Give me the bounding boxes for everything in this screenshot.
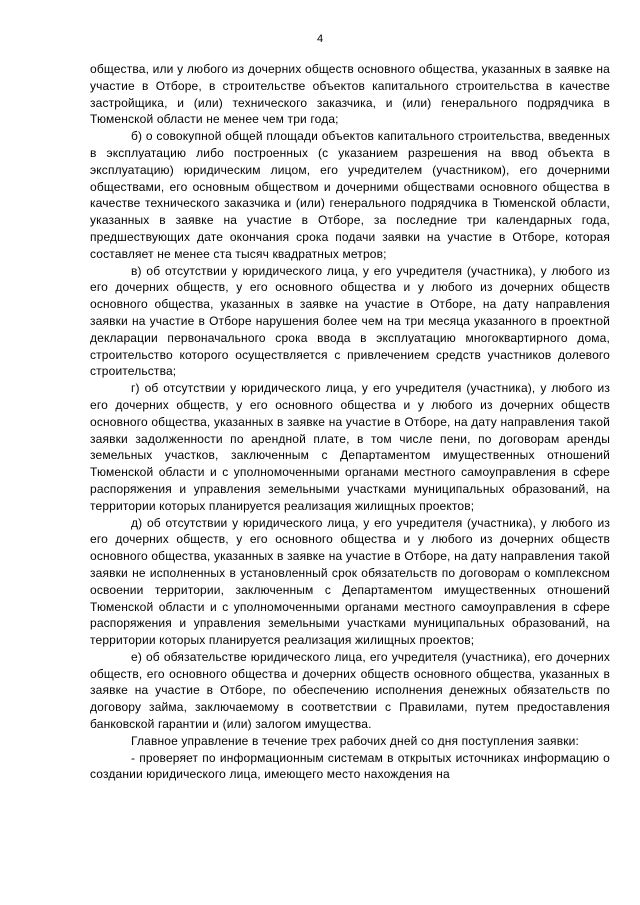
paragraph-item-d: д) об отсутствии у юридического лица, у его учредителя (участника), у любого из его дочерних обществ, у его основного общества и у любого из дочерних обществ основного общества, указанных в заявке на участие в Отборе, на дату направления такой заявки не исполненных в установленный срок обязательств по договорам о комплексном освоении территории, заключенным с Департаментом имущественных отношений Тюменской области и с уполномоченными органами местного самоуправления в сфере распоряжения и управления земельными участками муниципальных образований, на территории которых планируется реализация жилищных проектов;	[90, 515, 610, 648]
paragraph-item-b: б) о совокупной общей площади объектов капитального строительства, введенных в эксплуатацию либо построенных (с указанием разрешения на ввод объекта в эксплуатацию) юридическим лицом, его учредителем (участником), его дочерними обществами, его основным обществом и дочерними обществами основного общества в качестве технического заказчика и (или) генерального подрядчика в Тюменской области, указанных в заявке на участие в Отборе, за последние три календарных года, предшествующих дате окончания срока подачи заявки на участие в Отборе, которая составляет не менее ста тысяч квадратных метров;	[90, 129, 610, 261]
paragraph-continuation: общества, или у любого из дочерних обществ основного общества, указанных в заявке на участие в Отборе, в строительстве объектов капитального строительства в качестве застройщика, и (или) технического заказчика, и (или) генерального подрядчика в Тюменской области не менее чем три года;	[90, 62, 610, 127]
paragraph-item-e: е) об обязательстве юридического лица, его учредителя (участника), его дочерних обществ, его основного общества и дочерних обществ основного общества, указанных в заявке на участие в Отборе, по обеспечению исполнения денежных обязательств по договору займа, заключаемому в соответствии с Правилами, путем предоставления банковской гарантии и (или) залогом имущества.	[90, 649, 610, 732]
page-number: 4	[316, 33, 324, 45]
document-body	[90, 61, 610, 783]
paragraph-main-directorate: Главное управление в течение трех рабочих дней со дня поступления заявки:	[131, 733, 579, 748]
paragraph-item-g: г) об отсутствии у юридического лица, у его учредителя (участника), у любого из его дочерних обществ, у его основного общества и у любого из дочерних обществ основного общества, указанных в заявке на участие в Отборе, на дату направления такой заявки задолженности по арендной плате, в том числе пени, по договорам аренды земельных участков, заключенным с Департаментом имущественных отношений Тюменской области и с уполномоченными органами местного самоуправления в сфере распоряжения и управления земельными участками муниципальных образований, на территории которых планируется реализация жилищных проектов;	[90, 381, 610, 513]
paragraph-item-v: в) об отсутствии у юридического лица, у его учредителя (участника), у любого из его дочерних обществ, у его основного общества и у любого из дочерних обществ основного общества, указанных в заявке на участие в Отборе, на дату направления заявки на участие в Отборе нарушения более чем на три месяца указанного в проектной декларации первоначального срока ввода в эксплуатацию многоквартирного дома, строительство которого осуществляется с привлечением средств участников долевого строительства;	[90, 263, 610, 379]
paragraph-check-info: - проверяет по информационным системам в открытых источниках информацию о создании юридического лица, имеющего место нахождения на	[90, 750, 610, 782]
